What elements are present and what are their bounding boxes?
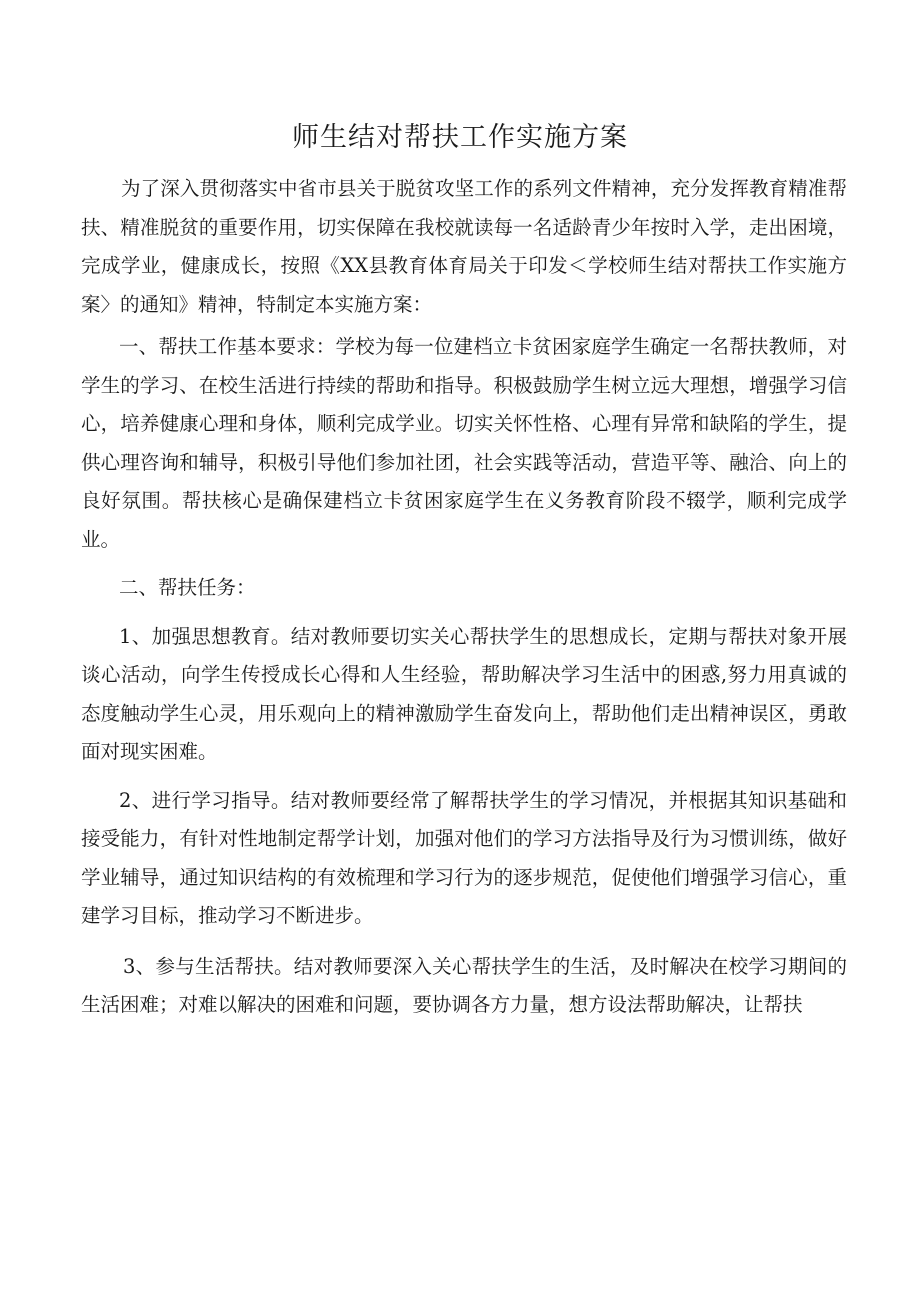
task-item-1: 1、加强思想教育。结对教师要切实关心帮扶学生的思想成长，定期与帮扶对象开展谈心活动，向学生传授成长心得和人生经验，帮助解决学习生活中的困惑,努力用真诚的态度触动学生心灵，用乐观向上的精神激励学生奋发向上，帮助他们走出精神误区，勇敢面对现实困难。 — [81, 624, 847, 763]
task-item-2: 2、进行学习指导。结对教师要经常了解帮扶学生的学习情况，并根据其知识基础和接受能力，有针对性地制定帮学计划，加强对他们的学习方法指导及行为习惯训练，做好学业辅导，通过知识结构的有效梳理和学习行为的逐步规范，促使他们增强学习信心，重建学习目标，推动学习不断进步。 — [81, 788, 847, 927]
section-1-requirements: 一、帮扶工作基本要求：学校为每一位建档立卡贫困家庭学生确定一名帮扶教师，对学生的学习、在校生活进行持续的帮助和指导。积极鼓励学生树立远大理想，增强学习信心，培养健康心理和身体，顺利完成学业。切实关怀性格、心理有异常和缺陷的学生，提供心理咨询和辅导，积极引导他们参加社团，社会实践等活动，营造平等、融洽、向上的良好氛围。帮扶核心是确保建档立卡贫困家庭学生在义务教育阶段不辍学，顺利完成学业。 — [81, 335, 847, 551]
task-item-3: 3、参与生活帮扶。结对教师要深入关心帮扶学生的生活，及时解决在校学习期间的生活困难；对难以解决的困难和问题，要协调各方力量，想方设法帮助解决，让帮扶 — [81, 954, 847, 1016]
document-body — [81, 170, 847, 1025]
intro-paragraph: 为了深入贯彻落实中省市县关于脱贫攻坚工作的系列文件精神，充分发挥教育精准帮扶、精准脱贫的重要作用，切实保障在我校就读每一名适龄青少年按时入学，走出困境，完成学业，健康成长，按照《XX县教育体育局关于印发＜学校师生结对帮扶工作实施方案〉的通知》精神，特制定本实施方案： — [81, 177, 847, 316]
document-title: 师生结对帮扶工作实施方案 — [292, 122, 628, 153]
section-2-heading: 二、帮扶任务： — [119, 576, 256, 599]
